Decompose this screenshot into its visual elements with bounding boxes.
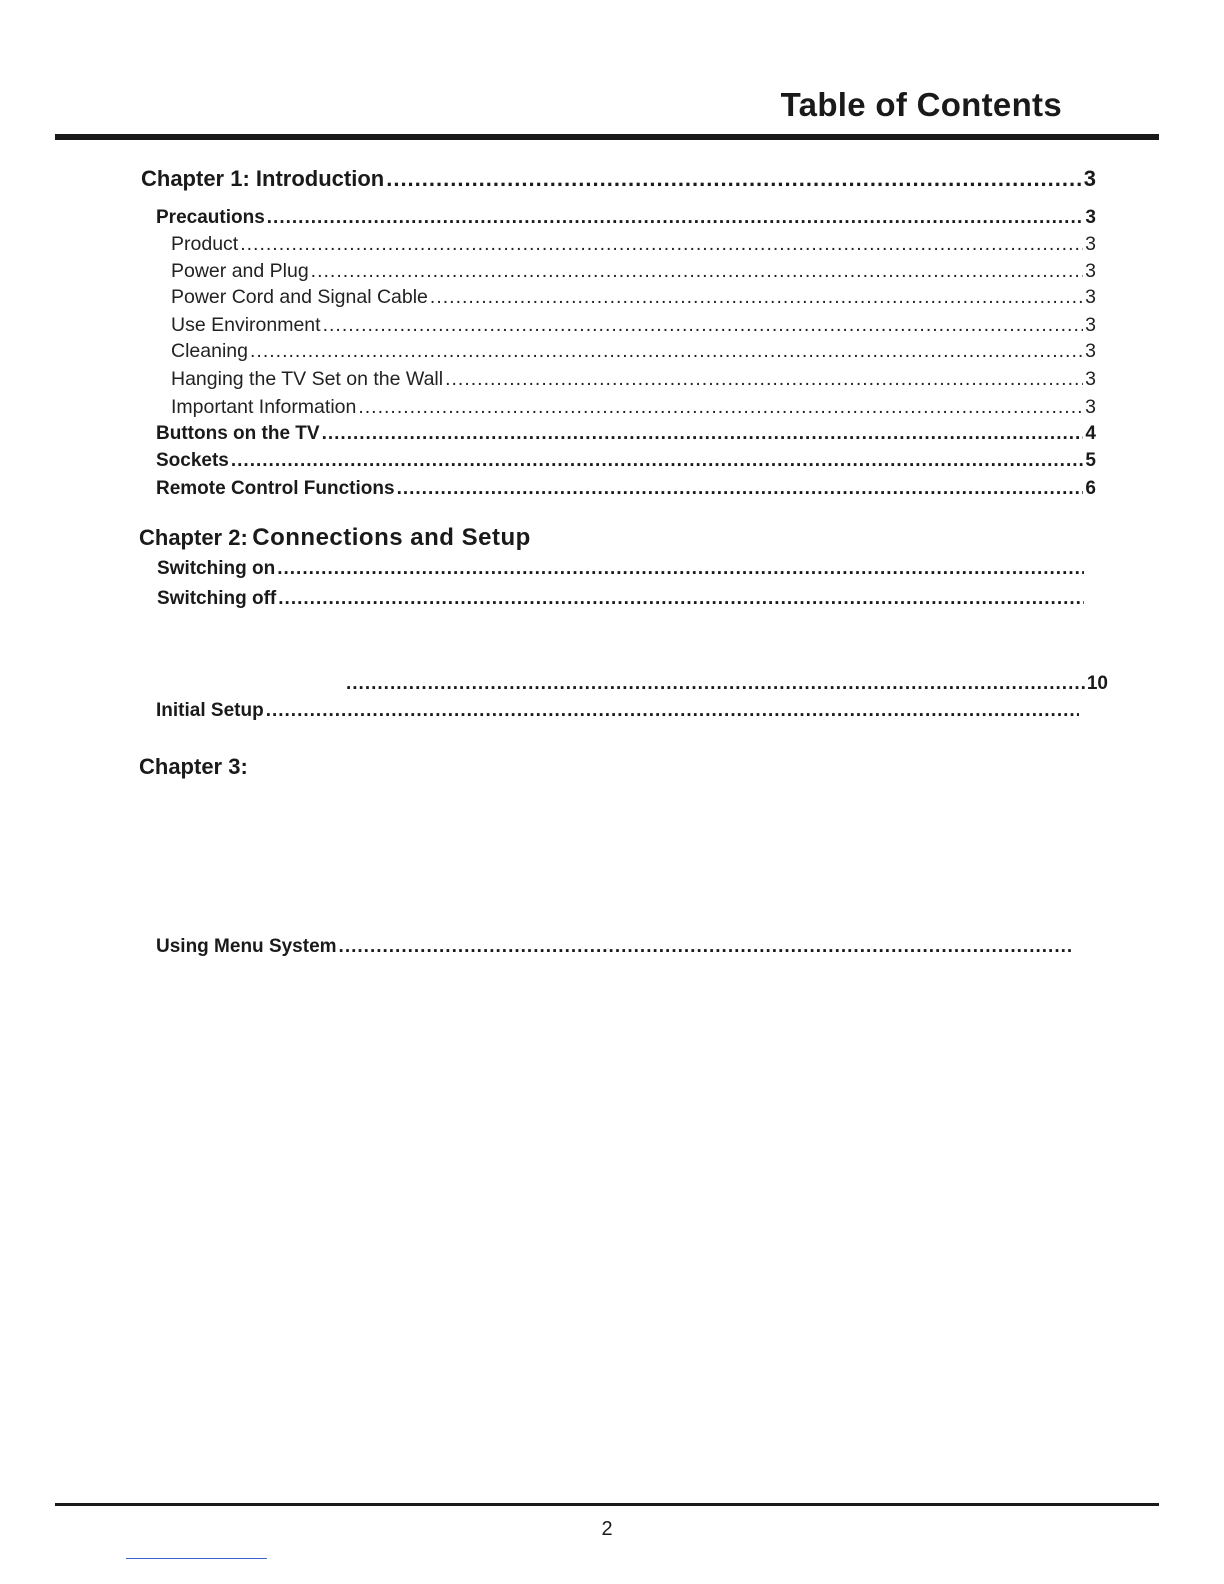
toc-entry-page: 3 — [1085, 314, 1096, 336]
toc-buttons-on-tv[interactable] — [156, 423, 1096, 445]
toc-entry-label: Hanging the TV Set on the Wall — [171, 368, 444, 390]
dot-leader — [266, 700, 1079, 722]
dot-leader — [445, 368, 1083, 391]
toc-remote-control[interactable] — [156, 478, 1096, 500]
toc-entry-label: Buttons on the TV — [156, 423, 320, 444]
dot-leader — [311, 260, 1083, 283]
toc-chapter-1[interactable] — [141, 166, 1096, 192]
page-title: Table of Contents — [780, 86, 1062, 123]
toc-entry-label: Switching on — [157, 558, 276, 579]
dot-leader — [386, 166, 1082, 192]
toc-entry-label: Switching off — [157, 588, 277, 609]
toc-entry-label: Product — [171, 233, 239, 255]
dot-leader — [339, 936, 1074, 958]
toc-precautions[interactable] — [156, 207, 1096, 229]
dot-leader — [277, 558, 1084, 580]
dot-leader — [231, 450, 1084, 472]
toc-power-and-plug[interactable] — [171, 260, 1096, 283]
dot-leader — [323, 314, 1084, 337]
toc-entry-label: Precautions — [156, 207, 265, 228]
dot-leader — [358, 396, 1083, 419]
toc-sockets[interactable] — [156, 450, 1096, 472]
toc-entry-label: Cleaning — [171, 340, 248, 362]
toc-entry-label: Chapter 1: Introduction — [141, 166, 385, 191]
toc-entry-page: 3 — [1085, 396, 1096, 418]
dot-leader — [397, 478, 1084, 500]
toc-using-menu-system[interactable] — [156, 936, 1074, 958]
toc-entry-label: Use Environment — [171, 314, 321, 336]
toc-entry-label: Initial Setup — [156, 700, 264, 721]
toc-product[interactable] — [171, 233, 1096, 256]
toc-use-environment[interactable] — [171, 314, 1096, 337]
toc-entry-label: Using Menu System — [156, 936, 337, 957]
toc-entry-page: 3 — [1085, 368, 1096, 390]
dot-leader — [250, 340, 1083, 363]
toc-entry-page: 10 — [1086, 673, 1108, 694]
dot-leader — [430, 286, 1083, 309]
dot-leader — [346, 673, 1085, 695]
toc-chapter-3[interactable]: Chapter 3: — [139, 754, 248, 779]
toc-entry-page: 3 — [1085, 260, 1096, 282]
toc-cleaning[interactable] — [171, 340, 1096, 363]
toc-initial-setup[interactable] — [156, 700, 1079, 722]
toc-hanging-tv[interactable] — [171, 368, 1096, 391]
chapter-title: Connections and Setup — [252, 524, 531, 551]
top-divider — [55, 134, 1159, 140]
toc-power-cord[interactable] — [171, 286, 1096, 309]
toc-entry-label: Sockets — [156, 450, 229, 471]
toc-switching-off[interactable] — [157, 588, 1084, 610]
toc-unlabeled-entry[interactable] — [344, 673, 1108, 695]
toc-entry-page: 6 — [1085, 478, 1096, 499]
chapter-prefix: Chapter 2: — [139, 525, 248, 550]
toc-entry-page: 4 — [1085, 423, 1096, 444]
dot-leader — [278, 588, 1084, 610]
toc-switching-on[interactable] — [157, 558, 1084, 580]
toc-chapter-2[interactable] — [139, 524, 531, 552]
toc-entry-page: 3 — [1085, 286, 1096, 308]
toc-important-information[interactable] — [171, 396, 1096, 419]
link-underline[interactable] — [126, 1558, 267, 1559]
toc-entry-page: 3 — [1085, 340, 1096, 362]
toc-entry-page: 5 — [1085, 450, 1096, 471]
toc-entry-label: Power Cord and Signal Cable — [171, 286, 428, 308]
toc-entry-label: Remote Control Functions — [156, 478, 395, 499]
toc-entry-page: 3 — [1083, 166, 1096, 191]
bottom-divider — [55, 1503, 1159, 1506]
toc-entry-page: 3 — [1085, 233, 1096, 255]
toc-entry-page: 3 — [1085, 207, 1096, 228]
dot-leader — [322, 423, 1084, 445]
page-number: 2 — [601, 1518, 613, 1540]
toc-entry-label: Important Information — [171, 396, 357, 418]
dot-leader — [267, 207, 1084, 229]
toc-entry-label: Power and Plug — [171, 260, 309, 282]
dot-leader — [240, 233, 1083, 256]
